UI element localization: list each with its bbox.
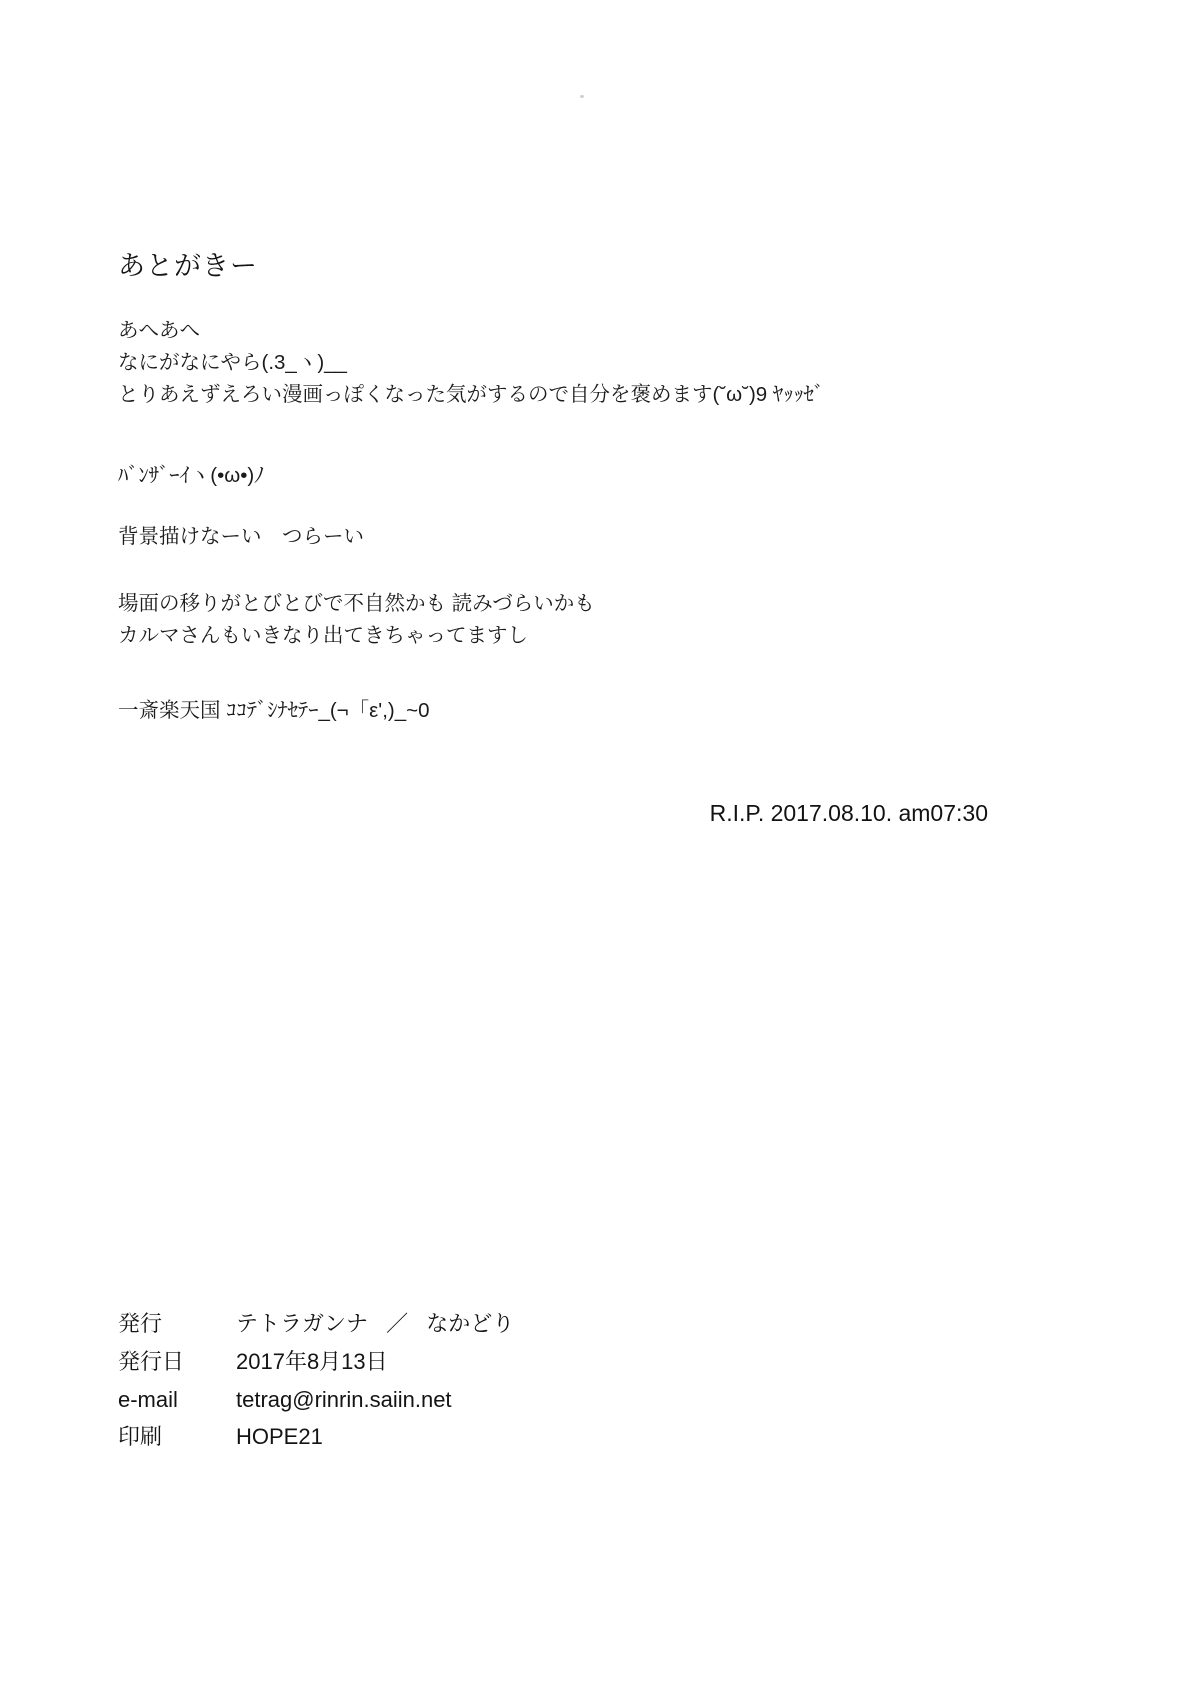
publisher-author: なかどり bbox=[426, 1311, 515, 1336]
afterword-paragraph-1 bbox=[118, 315, 824, 410]
afterword-paragraph-2 bbox=[118, 460, 265, 492]
colophon-row-date bbox=[118, 1343, 514, 1381]
afterword-line: なにがなにやら(.3_ヽ)__ bbox=[118, 350, 347, 374]
afterword-line: あへあへ bbox=[118, 319, 200, 342]
colophon-value bbox=[236, 1305, 514, 1343]
colophon-label: 印刷 bbox=[118, 1424, 163, 1450]
afterword-paragraph-3 bbox=[118, 521, 364, 553]
colophon-value: tetrag@rinrin.saiin.net bbox=[236, 1386, 452, 1412]
afterword-line: 一斎楽天国 ｺｺﾃﾞｼﾅｾﾃｰ_(¬「ε',)_~0 bbox=[118, 699, 430, 722]
stray-mark bbox=[580, 95, 584, 98]
afterword-line: とりあえずえろい漫画っぽくなった気がするので自分を褒めます(˘ω˘)9 ﾔｯｯｾﾞ bbox=[118, 382, 825, 406]
colophon-row-printer bbox=[118, 1418, 514, 1456]
colophon-value: HOPE21 bbox=[236, 1424, 323, 1450]
colophon-row-publisher bbox=[118, 1305, 514, 1343]
colophon-row-email bbox=[118, 1381, 514, 1419]
publisher-separator: ／ bbox=[386, 1311, 409, 1336]
afterword-line: カルマさんもいきなり出てきちゃってますし bbox=[118, 623, 528, 647]
afterword-paragraph-4 bbox=[118, 588, 595, 652]
colophon bbox=[118, 1305, 514, 1456]
colophon-label: 発行 bbox=[118, 1311, 163, 1336]
afterword-heading: あとがきー bbox=[118, 251, 258, 281]
publisher-circle: テトラガンナ bbox=[236, 1311, 369, 1336]
rip-timestamp: R.I.P. 2017.08.10. am07:30 bbox=[709, 800, 988, 826]
colophon-label: e-mail bbox=[118, 1386, 178, 1412]
afterword-paragraph-5 bbox=[118, 695, 430, 727]
colophon-value: 2017年8月13日 bbox=[236, 1348, 388, 1374]
afterword-line: 場面の移りがとびとびで不自然かも 読みづらいかも bbox=[118, 592, 595, 615]
afterword-line: ﾊﾞﾝｻﾞｰｲヽ(•ω•)ﾉ bbox=[118, 464, 265, 487]
colophon-label: 発行日 bbox=[118, 1348, 185, 1374]
afterword-line: 背景描けなーい つらーい bbox=[118, 525, 364, 548]
